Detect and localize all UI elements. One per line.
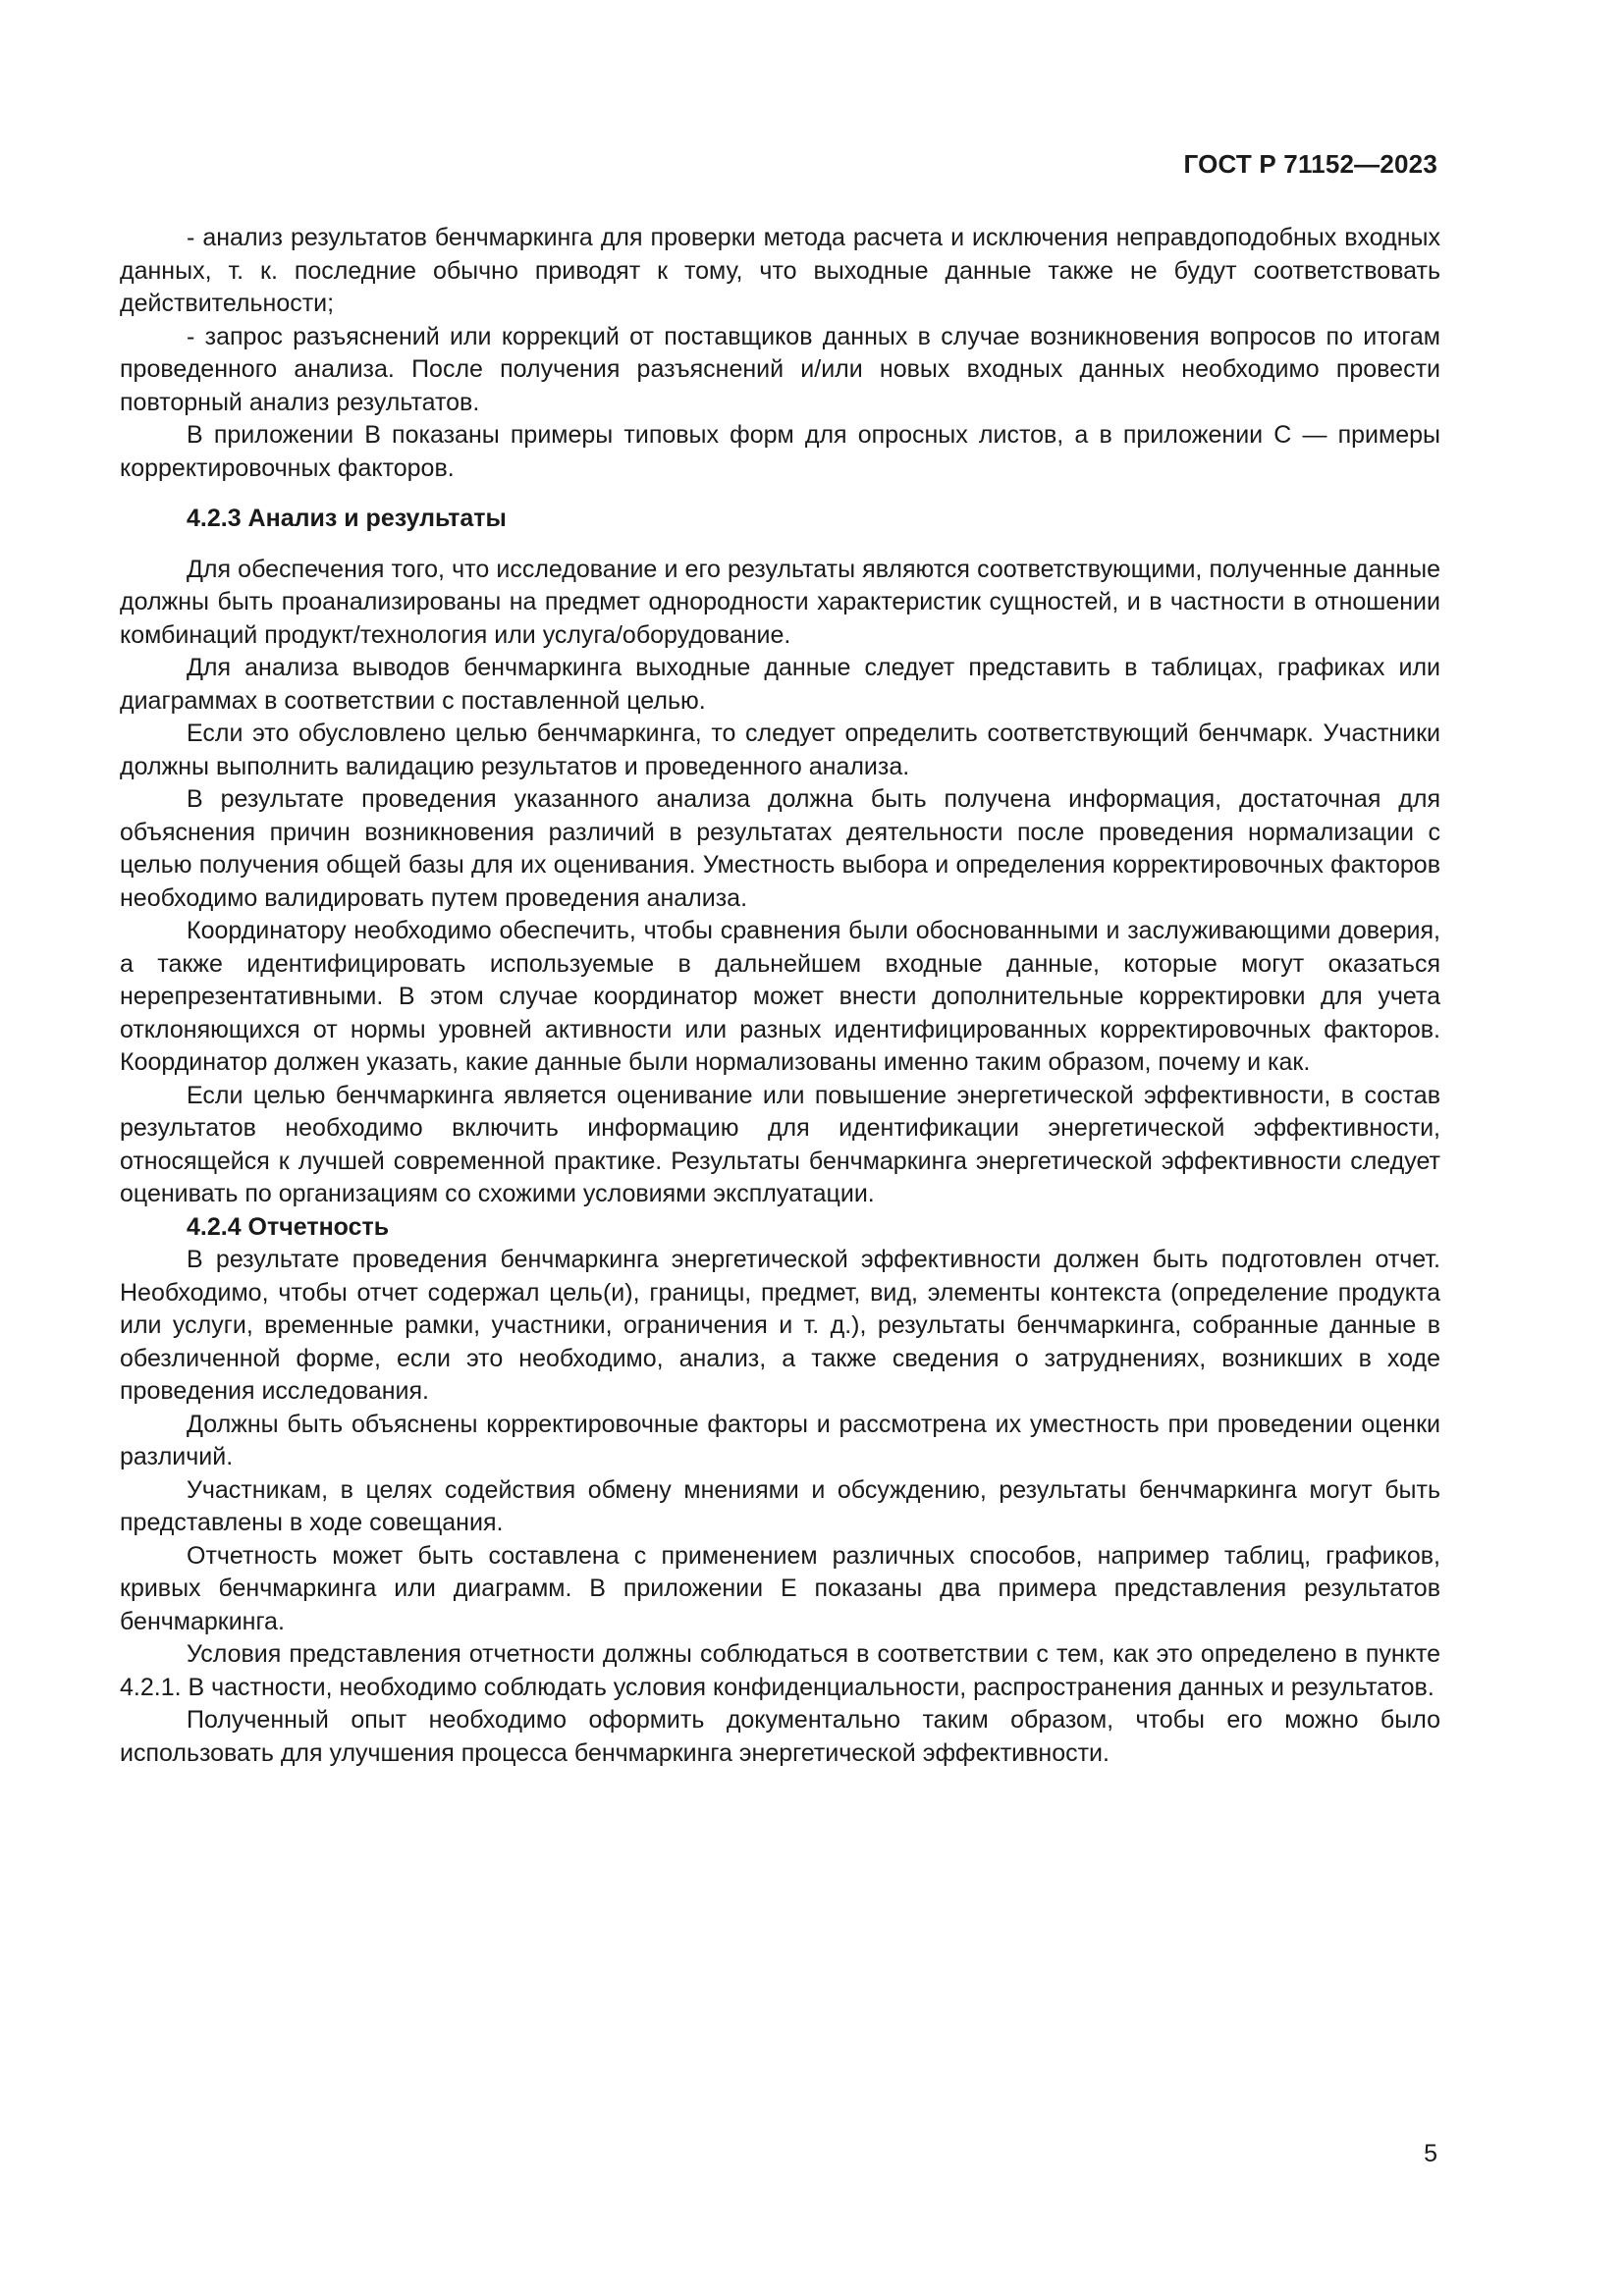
section-423-heading: 4.2.3 Анализ и результаты	[187, 505, 507, 532]
section-423-paragraph: Координатору необходимо обеспечить, чтобы сравнения были обоснованными и заслуживающими доверия, а также идентифицировать используемые в дальнейшем входные данные, которые могут оказаться нерепрезентативными. В этом случае координатор может внести дополнительные корректировки для учета отклоняющихся от нормы уровней активности или разных идентифицированных корректировочных факторов. Координатор должен указать, какие данные были нормализованы именно таким образом, почему и как.	[120, 917, 1440, 1076]
section-424-paragraph: Участникам, в целях содействия обмену мнениями и обсуждению, результаты бенчмаркинга могут быть представлены в ходе совещания.	[120, 1475, 1440, 1536]
document-body	[120, 222, 1440, 1770]
section-423-paragraph: Если это обусловлено целью бенчмаркинга, то следует определить соответствующий бенчмарк. Участники должны выполнить валидацию результатов и проведенного анализа.	[120, 720, 1440, 780]
section-424-paragraph: Полученный опыт необходимо оформить документально таким образом, чтобы его можно было использовать для улучшения процесса бенчмаркинга энергетической эффективности.	[120, 1706, 1440, 1767]
annex-note: В приложении В показаны примеры типовых форм для опросных листов, а в приложении С — примеры корректировочных факторов.	[120, 421, 1440, 482]
section-424-heading: 4.2.4 Отчетность	[187, 1212, 390, 1241]
document-code: ГОСТ Р 71152—2023	[1183, 149, 1437, 179]
section-424-paragraph: Должны быть объяснены корректировочные факторы и рассмотрена их уместность при проведении оценки различий.	[120, 1410, 1440, 1470]
section-424-paragraph: В результате проведения бенчмаркинга энергетической эффективности должен быть подготовлен отчет. Необходимо, чтобы отчет содержал цель(и), границы, предмет, вид, элементы контекста (определение продукта или услуги, временные рамки, участники, ограничения и т. д.), результаты бенчмаркинга, собранные данные в обезличенной форме, если это необходимо, анализ, а также сведения о затруднениях, возникших в ходе проведения исследования.	[120, 1246, 1440, 1405]
intro-bullet-1: - анализ результатов бенчмаркинга для проверки метода расчета и исключения неправдоподобных входных данных, т. к. последние обычно приводят к тому, что выходные данные также не будут соответствовать действительности;	[120, 224, 1440, 317]
section-423-paragraph: Для обеспечения того, что исследование и его результаты являются соответствующими, полученные данные должны быть проанализированы на предмет однородности характеристик сущностей, и в частности в отношении комбинаций продукт/технология или услуга/оборудование.	[120, 555, 1440, 649]
section-424-paragraph: Отчетность может быть составлена с применением различных способов, например таблиц, графиков, кривых бенчмаркинга или диаграмм. В приложении Е показаны два примера представления результатов бенчмаркинга.	[120, 1541, 1440, 1635]
section-423-paragraph: Если целью бенчмаркинга является оценивание или повышение энергетической эффективности, в состав результатов необходимо включить информацию для идентификации энергетической эффективности, относящейся к лучшей современной практике. Результаты бенчмаркинга энергетической эффективности следует оценивать по организациям со схожими условиями эксплуатации.	[120, 1081, 1440, 1207]
section-424-paragraph: Условия представления отчетности должны соблюдаться в соответствии с тем, как это определено в пункте 4.2.1. В частности, необходимо соблюдать условия конфиденциальности, распространения данных и результатов.	[120, 1640, 1440, 1701]
section-423-paragraph: В результате проведения указанного анализа должна быть получена информация, достаточная для объяснения причин возникновения различий в результатах деятельности после проведения нормализации с целью получения общей базы для их оценивания. Уместность выбора и определения корректировочных факторов необходимо валидировать путем проведения анализа.	[120, 785, 1440, 912]
section-423-paragraph: Для анализа выводов бенчмаркинга выходные данные следует представить в таблицах, графиках или диаграммах в соответствии с поставленной целью.	[120, 654, 1440, 715]
intro-bullet-2: - запрос разъяснений или коррекций от поставщиков данных в случае возникновения вопросов по итогам проведенного анализа. После получения разъяснений и/или новых входных данных необходимо провести повторный анализ результатов.	[120, 322, 1440, 416]
page-number: 5	[1424, 2140, 1437, 2167]
